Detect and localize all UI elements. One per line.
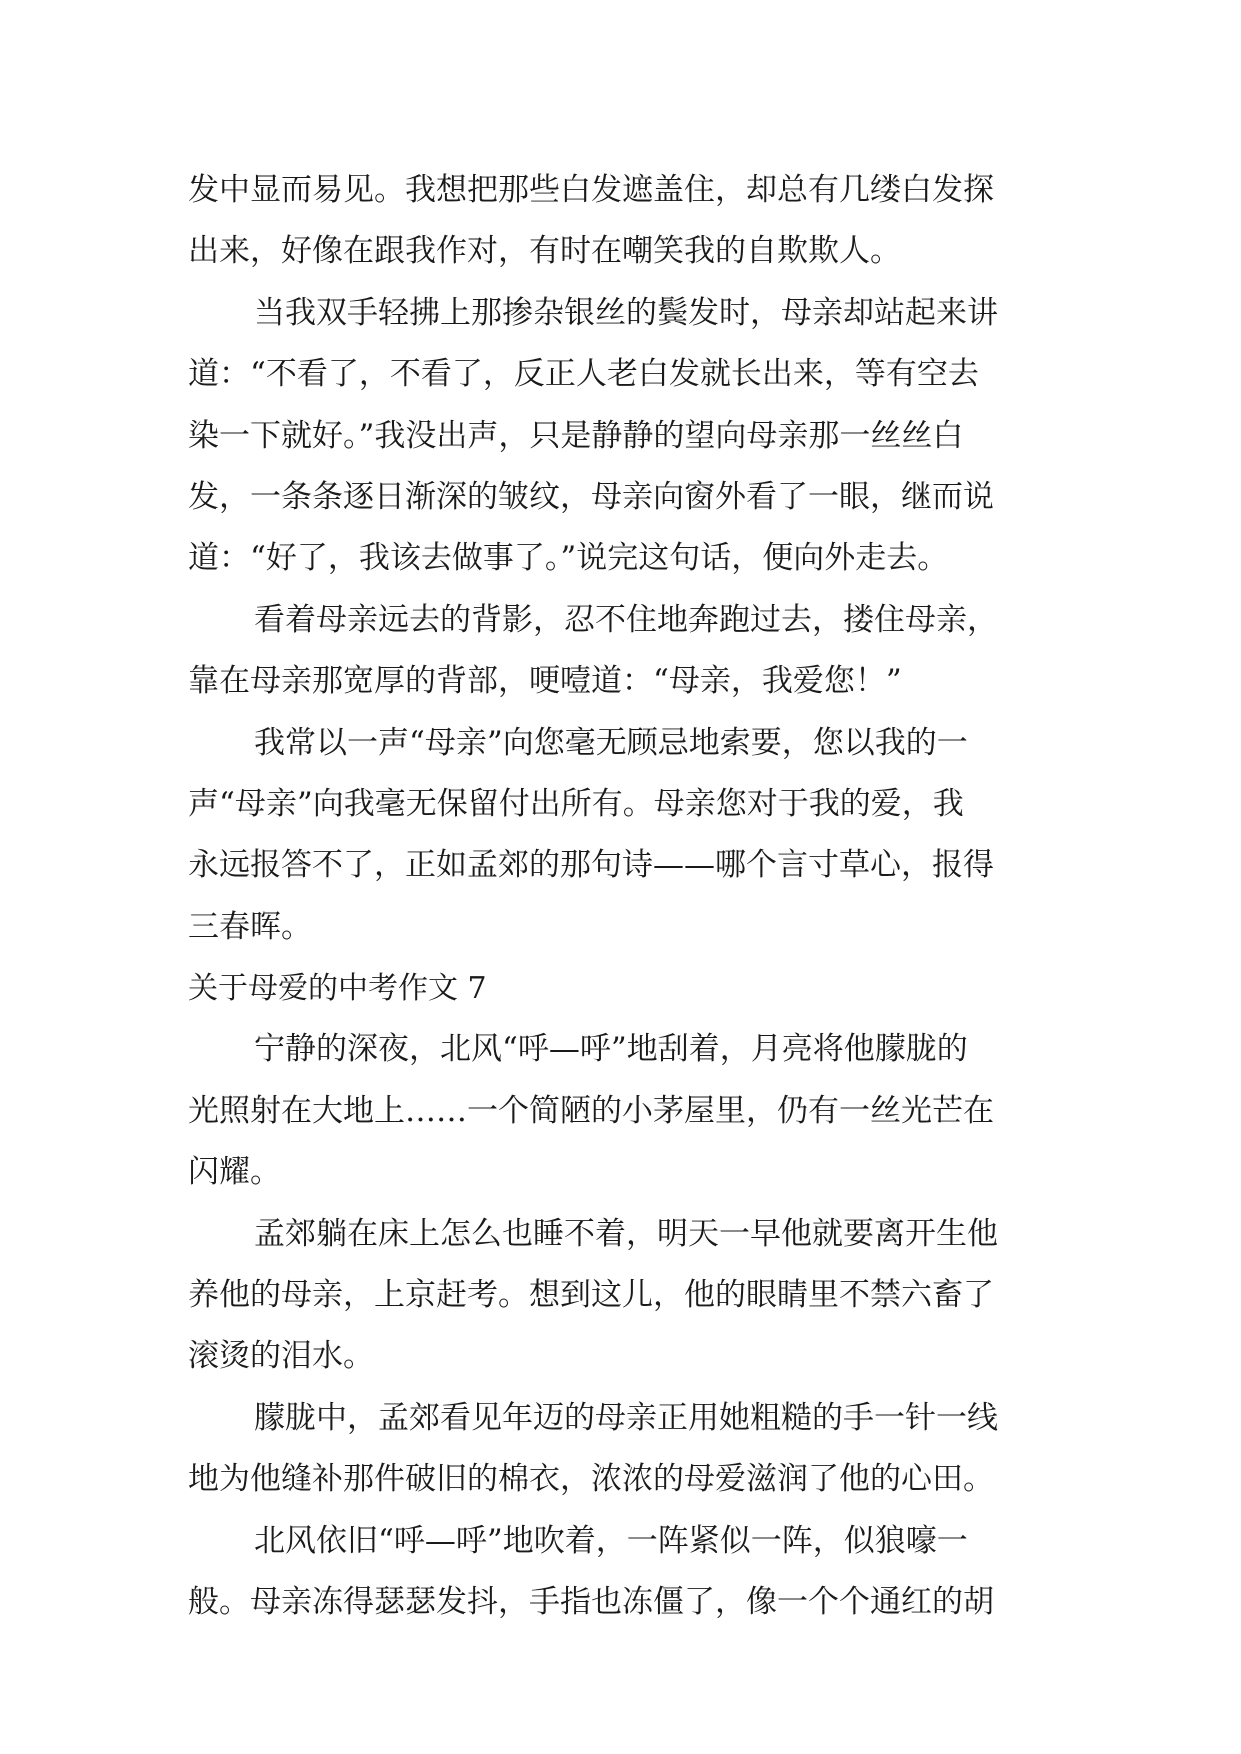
text-line: 滚烫的泪水。 [188,1338,374,1375]
text-line: 光照射在大地上……一个简陋的小茅屋里，仍有一丝光芒在 [188,1092,994,1129]
text-line: 当我双手轻拂上那掺杂银丝的鬓发时，母亲却站起来讲 [254,294,998,331]
text-line: 养他的母亲，上京赶考。想到这儿，他的眼睛里不禁六畜了 [188,1277,994,1314]
section-heading: 关于母爱的中考作文 7 [188,971,487,1007]
text-line: 声“母亲”向我毫无保留付出所有。母亲您对于我的爱，我 [188,785,964,822]
text-line: 般。母亲冻得瑟瑟发抖，手指也冻僵了，像一个个通红的胡 [188,1583,994,1620]
text-line: 染一下就好。”我没出声，只是静静的望向母亲那一丝丝白 [188,417,964,454]
text-line: 出来，好像在跟我作对，有时在嘲笑我的自欺欺人。 [188,233,901,270]
text-line: 孟郊躺在床上怎么也睡不着，明天一早他就要离开生他 [254,1215,998,1252]
text-line: 靠在母亲那宽厚的背部，哽噎道：“母亲，我爱您！” [188,663,902,700]
text-line: 我常以一声“母亲”向您毫无顾忌地索要，您以我的一 [254,724,968,761]
text-line: 道：“好了，我该去做事了。”说完这句话，便向外走去。 [188,540,949,577]
text-line: 北风依旧“呼—呼”地吹着，一阵紧似一阵，似狼嚎一 [254,1522,968,1559]
text-line: 地为他缝补那件破旧的棉衣，浓浓的母爱滋润了他的心田。 [188,1461,994,1498]
text-line: 闪耀。 [188,1154,281,1191]
text-line: 道：“不看了，不看了，反正人老白发就长出来，等有空去 [188,356,979,393]
text-line: 发，一条条逐日渐深的皱纹，母亲向窗外看了一眼，继而说 [188,478,994,515]
text-line: 朦胧中，孟郊看见年迈的母亲正用她粗糙的手一针一线 [254,1399,998,1436]
text-line: 三春晖。 [188,908,312,945]
document-page [188,160,1068,1633]
text-line: 永远报答不了，正如孟郊的那句诗——哪个言寸草心，报得 [188,847,994,884]
text-line: 发中显而易见。我想把那些白发遮盖住，却总有几缕白发探 [188,172,994,208]
text-line: 宁静的深夜，北风“呼—呼”地刮着，月亮将他朦胧的 [254,1031,968,1068]
text-line: 看着母亲远去的背影，忍不住地奔跑过去，搂住母亲， [254,601,998,638]
